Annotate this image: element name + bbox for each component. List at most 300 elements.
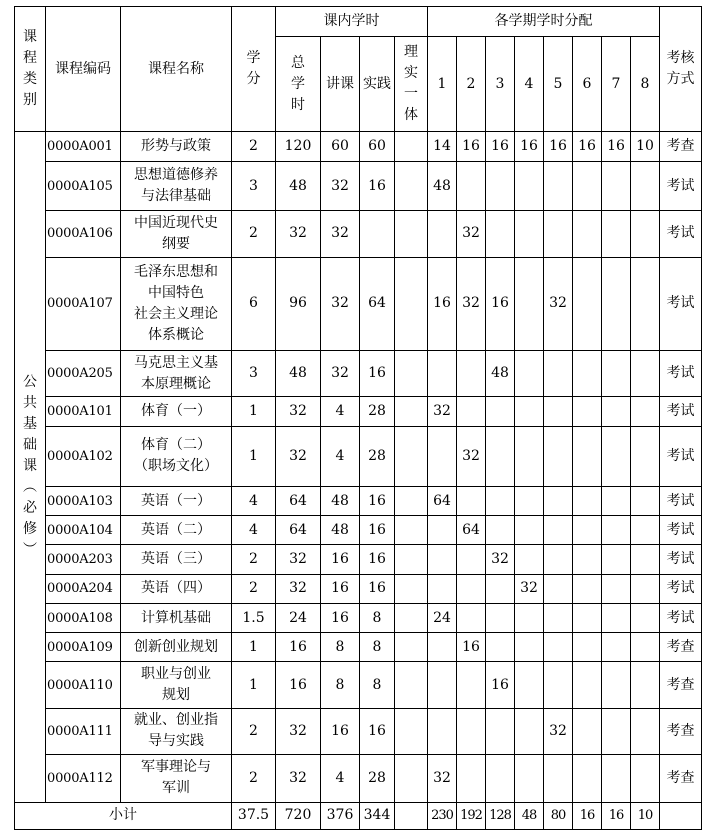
course-credits: 1: [232, 426, 276, 487]
semester-7-hours: [602, 426, 631, 487]
semester-5-hours: [544, 633, 573, 662]
table-row: [15, 708, 702, 754]
semester-3-hours: [486, 487, 515, 516]
course-assessment: 考试: [660, 350, 702, 396]
semester-6-hours: [573, 708, 602, 754]
course-code: 0000A001: [46, 132, 121, 162]
course-total-hours: 64: [276, 516, 321, 545]
semester-2-hours: 32: [457, 210, 486, 257]
course-assessment: 考试: [660, 397, 702, 426]
course-code: 0000A105: [46, 162, 121, 210]
semester-8-hours: [631, 603, 660, 632]
course-assessment: 考查: [660, 633, 702, 662]
course-integrated-hours: [395, 210, 428, 257]
table-row: [15, 545, 702, 574]
course-name: 英语（二）: [121, 516, 232, 545]
course-integrated-hours: [395, 397, 428, 426]
course-name: 形势与政策: [121, 132, 232, 162]
semester-2-hours: [457, 755, 486, 802]
course-practice-hours: 8: [360, 603, 395, 632]
semester-1-hours: 24: [428, 603, 457, 632]
semester-5-hours: [544, 162, 573, 210]
course-assessment: 考试: [660, 545, 702, 574]
subtotal-semester-6: 16: [573, 802, 602, 829]
course-integrated-hours: [395, 708, 428, 754]
course-practice-hours: 16: [360, 487, 395, 516]
course-integrated-hours: [395, 487, 428, 516]
course-practice-hours: 8: [360, 633, 395, 662]
semester-8-hours: [631, 708, 660, 754]
course-lecture-hours: 32: [321, 162, 360, 210]
course-lecture-hours: 16: [321, 603, 360, 632]
course-integrated-hours: [395, 662, 428, 708]
course-lecture-hours: 60: [321, 132, 360, 162]
semester-1-hours: [428, 545, 457, 574]
header-assessment: 考核 方式: [660, 7, 702, 132]
course-total-hours: 32: [276, 708, 321, 754]
course-integrated-hours: [395, 350, 428, 396]
subtotal-assessment: [660, 802, 702, 829]
course-integrated-hours: [395, 574, 428, 603]
course-assessment: 考试: [660, 516, 702, 545]
course-name: 英语（四）: [121, 574, 232, 603]
course-credits: 4: [232, 516, 276, 545]
semester-3-hours: [486, 516, 515, 545]
semester-5-hours: [544, 574, 573, 603]
semester-2-hours: [457, 708, 486, 754]
semester-2-hours: [457, 545, 486, 574]
course-assessment: 考试: [660, 574, 702, 603]
semester-6-hours: [573, 755, 602, 802]
course-practice-hours: 16: [360, 350, 395, 396]
table-row: [15, 574, 702, 603]
semester-4-hours: [515, 397, 544, 426]
curriculum-table: [14, 6, 702, 830]
semester-2-hours: [457, 662, 486, 708]
course-practice-hours: 16: [360, 545, 395, 574]
course-assessment: 考查: [660, 755, 702, 802]
header-semester-6: 6: [573, 37, 602, 132]
semester-2-hours: 16: [457, 633, 486, 662]
course-credits: 1.5: [232, 603, 276, 632]
course-lecture-hours: 32: [321, 210, 360, 257]
semester-4-hours: [515, 708, 544, 754]
course-practice-hours: 64: [360, 258, 395, 351]
course-name: 计算机基础: [121, 603, 232, 632]
semester-8-hours: [631, 210, 660, 257]
semester-3-hours: 16: [486, 132, 515, 162]
semester-5-hours: 32: [544, 708, 573, 754]
header-semester-1: 1: [428, 37, 457, 132]
course-lecture-hours: 32: [321, 258, 360, 351]
semester-1-hours: 14: [428, 132, 457, 162]
semester-3-hours: [486, 708, 515, 754]
course-code: 0000A112: [46, 755, 121, 802]
semester-4-hours: [515, 487, 544, 516]
semester-4-hours: [515, 603, 544, 632]
semester-8-hours: [631, 633, 660, 662]
course-code: 0000A107: [46, 258, 121, 351]
semester-2-hours: [457, 397, 486, 426]
semester-6-hours: [573, 350, 602, 396]
course-lecture-hours: 4: [321, 755, 360, 802]
semester-5-hours: [544, 545, 573, 574]
semester-6-hours: [573, 633, 602, 662]
semester-7-hours: [602, 633, 631, 662]
table-row: [15, 258, 702, 351]
subtotal-practice-hours: 344: [360, 802, 395, 829]
semester-6-hours: [573, 258, 602, 351]
course-assessment: 考试: [660, 258, 702, 351]
course-lecture-hours: 32: [321, 350, 360, 396]
table-row: [15, 210, 702, 257]
semester-7-hours: 16: [602, 132, 631, 162]
course-credits: 1: [232, 633, 276, 662]
course-assessment: 考查: [660, 708, 702, 754]
semester-1-hours: [428, 633, 457, 662]
course-total-hours: 64: [276, 487, 321, 516]
course-code: 0000A204: [46, 574, 121, 603]
semester-8-hours: [631, 258, 660, 351]
semester-4-hours: [515, 633, 544, 662]
semester-7-hours: [602, 487, 631, 516]
course-credits: 3: [232, 350, 276, 396]
semester-4-hours: [515, 162, 544, 210]
course-total-hours: 48: [276, 350, 321, 396]
semester-3-hours: [486, 603, 515, 632]
course-practice-hours: 28: [360, 397, 395, 426]
course-code: 0000A103: [46, 487, 121, 516]
semester-5-hours: [544, 516, 573, 545]
course-lecture-hours: 4: [321, 397, 360, 426]
header-practice: 实践: [360, 37, 395, 132]
course-credits: 2: [232, 755, 276, 802]
semester-5-hours: [544, 662, 573, 708]
semester-2-hours: 64: [457, 516, 486, 545]
subtotal-total-hours: 720: [276, 802, 321, 829]
table-row: [15, 350, 702, 396]
table-row: [15, 633, 702, 662]
subtotal-semester-5: 80: [544, 802, 573, 829]
course-credits: 6: [232, 258, 276, 351]
course-name: 职业与创业 规划: [121, 662, 232, 708]
course-lecture-hours: 16: [321, 574, 360, 603]
semester-7-hours: [602, 545, 631, 574]
course-lecture-hours: 16: [321, 545, 360, 574]
header-semester-7: 7: [602, 37, 631, 132]
course-name: 英语（一）: [121, 487, 232, 516]
course-integrated-hours: [395, 132, 428, 162]
semester-2-hours: [457, 574, 486, 603]
course-total-hours: 24: [276, 603, 321, 632]
semester-3-hours: [486, 574, 515, 603]
header-semester-group: 各学期学时分配: [428, 7, 660, 37]
course-assessment: 考试: [660, 603, 702, 632]
semester-4-hours: [515, 350, 544, 396]
course-name: 马克思主义基 本原理概论: [121, 350, 232, 396]
course-lecture-hours: 8: [321, 633, 360, 662]
table-row: [15, 487, 702, 516]
course-name: 就业、创业指 导与实践: [121, 708, 232, 754]
header-semester-5: 5: [544, 37, 573, 132]
semester-2-hours: [457, 603, 486, 632]
semester-4-hours: [515, 516, 544, 545]
semester-6-hours: [573, 516, 602, 545]
header-total-hours: 总 学 时: [276, 37, 321, 132]
semester-8-hours: [631, 662, 660, 708]
course-practice-hours: 16: [360, 516, 395, 545]
semester-6-hours: [573, 210, 602, 257]
semester-7-hours: [602, 574, 631, 603]
course-practice-hours: 8: [360, 662, 395, 708]
semester-8-hours: [631, 574, 660, 603]
course-name: 中国近现代史 纲要: [121, 210, 232, 257]
semester-6-hours: [573, 426, 602, 487]
semester-8-hours: [631, 397, 660, 426]
course-assessment: 考试: [660, 210, 702, 257]
course-category-label: 公 共 基 础 课 ︵ 必 修 ︶: [15, 132, 46, 803]
semester-4-hours: [515, 545, 544, 574]
semester-1-hours: 16: [428, 258, 457, 351]
course-integrated-hours: [395, 258, 428, 351]
semester-5-hours: [544, 350, 573, 396]
course-total-hours: 120: [276, 132, 321, 162]
course-integrated-hours: [395, 603, 428, 632]
semester-3-hours: [486, 755, 515, 802]
semester-6-hours: 16: [573, 132, 602, 162]
course-credits: 3: [232, 162, 276, 210]
course-credits: 2: [232, 708, 276, 754]
semester-4-hours: 32: [515, 574, 544, 603]
semester-3-hours: [486, 426, 515, 487]
semester-4-hours: [515, 426, 544, 487]
course-name: 毛泽东思想和 中国特色 社会主义理论 体系概论: [121, 258, 232, 351]
semester-1-hours: [428, 426, 457, 487]
course-code: 0000A109: [46, 633, 121, 662]
semester-4-hours: [515, 662, 544, 708]
table-row: [15, 662, 702, 708]
semester-4-hours: [515, 210, 544, 257]
subtotal-semester-1: 230: [428, 802, 457, 829]
table-row: [15, 162, 702, 210]
semester-7-hours: [602, 708, 631, 754]
semester-4-hours: [515, 258, 544, 351]
course-code: 0000A106: [46, 210, 121, 257]
course-code: 0000A205: [46, 350, 121, 396]
course-credits: 4: [232, 487, 276, 516]
course-practice-hours: 28: [360, 755, 395, 802]
course-assessment: 考试: [660, 426, 702, 487]
table-row: [15, 132, 702, 162]
semester-6-hours: [573, 487, 602, 516]
semester-1-hours: 32: [428, 397, 457, 426]
semester-1-hours: 32: [428, 755, 457, 802]
semester-7-hours: [602, 350, 631, 396]
header-lecture: 讲课: [321, 37, 360, 132]
semester-1-hours: 48: [428, 162, 457, 210]
semester-8-hours: [631, 350, 660, 396]
course-total-hours: 16: [276, 633, 321, 662]
semester-1-hours: [428, 662, 457, 708]
course-name: 思想道德修养 与法律基础: [121, 162, 232, 210]
semester-6-hours: [573, 397, 602, 426]
semester-1-hours: [428, 574, 457, 603]
course-code: 0000A104: [46, 516, 121, 545]
course-credits: 2: [232, 545, 276, 574]
header-course-name: 课程名称: [121, 7, 232, 132]
semester-8-hours: [631, 162, 660, 210]
semester-8-hours: 10: [631, 132, 660, 162]
subtotal-row: [15, 802, 702, 829]
semester-3-hours: 48: [486, 350, 515, 396]
semester-4-hours: 16: [515, 132, 544, 162]
header-semester-8: 8: [631, 37, 660, 132]
semester-2-hours: 16: [457, 132, 486, 162]
course-total-hours: 32: [276, 210, 321, 257]
semester-5-hours: [544, 755, 573, 802]
header-row-1: [15, 7, 702, 37]
header-class-hours-group: 课内学时: [276, 7, 428, 37]
semester-8-hours: [631, 755, 660, 802]
course-name: 创新创业规划: [121, 633, 232, 662]
semester-2-hours: 32: [457, 426, 486, 487]
semester-5-hours: [544, 603, 573, 632]
semester-3-hours: [486, 210, 515, 257]
course-practice-hours: 60: [360, 132, 395, 162]
subtotal-credits: 37.5: [232, 802, 276, 829]
course-total-hours: 32: [276, 755, 321, 802]
course-total-hours: 32: [276, 574, 321, 603]
semester-3-hours: [486, 162, 515, 210]
header-semester-4: 4: [515, 37, 544, 132]
semester-8-hours: [631, 487, 660, 516]
course-code: 0000A203: [46, 545, 121, 574]
course-lecture-hours: 4: [321, 426, 360, 487]
course-code: 0000A111: [46, 708, 121, 754]
course-code: 0000A108: [46, 603, 121, 632]
course-integrated-hours: [395, 633, 428, 662]
course-code: 0000A101: [46, 397, 121, 426]
semester-6-hours: [573, 162, 602, 210]
subtotal-lecture-hours: 376: [321, 802, 360, 829]
course-total-hours: 32: [276, 397, 321, 426]
semester-6-hours: [573, 545, 602, 574]
semester-4-hours: [515, 755, 544, 802]
table-row: [15, 426, 702, 487]
semester-5-hours: [544, 487, 573, 516]
semester-7-hours: [602, 162, 631, 210]
course-integrated-hours: [395, 755, 428, 802]
subtotal-semester-2: 192: [457, 802, 486, 829]
semester-2-hours: [457, 162, 486, 210]
semester-3-hours: 32: [486, 545, 515, 574]
subtotal-semester-4: 48: [515, 802, 544, 829]
semester-7-hours: [602, 210, 631, 257]
semester-7-hours: [602, 516, 631, 545]
course-lecture-hours: 48: [321, 487, 360, 516]
course-credits: 2: [232, 574, 276, 603]
semester-2-hours: [457, 487, 486, 516]
course-practice-hours: 16: [360, 162, 395, 210]
semester-8-hours: [631, 516, 660, 545]
semester-3-hours: 16: [486, 258, 515, 351]
course-name: 体育（二） （职场文化）: [121, 426, 232, 487]
subtotal-label: 小计: [15, 802, 232, 829]
course-assessment: 考查: [660, 132, 702, 162]
semester-7-hours: [602, 258, 631, 351]
course-credits: 2: [232, 210, 276, 257]
header-semester-3: 3: [486, 37, 515, 132]
header-course-code: 课程编码: [46, 7, 121, 132]
header-course-category: 课 程 类 别: [15, 7, 46, 132]
subtotal-semester-3: 128: [486, 802, 515, 829]
course-lecture-hours: 16: [321, 708, 360, 754]
semester-3-hours: [486, 397, 515, 426]
semester-8-hours: [631, 426, 660, 487]
course-practice-hours: 28: [360, 426, 395, 487]
course-integrated-hours: [395, 516, 428, 545]
course-total-hours: 32: [276, 545, 321, 574]
course-total-hours: 32: [276, 426, 321, 487]
semester-6-hours: [573, 603, 602, 632]
course-name: 英语（三）: [121, 545, 232, 574]
semester-7-hours: [602, 603, 631, 632]
course-assessment: 考查: [660, 662, 702, 708]
semester-6-hours: [573, 574, 602, 603]
semester-6-hours: [573, 662, 602, 708]
semester-8-hours: [631, 545, 660, 574]
course-integrated-hours: [395, 426, 428, 487]
course-integrated-hours: [395, 162, 428, 210]
semester-2-hours: 32: [457, 258, 486, 351]
semester-5-hours: 16: [544, 132, 573, 162]
table-row: [15, 755, 702, 802]
semester-7-hours: [602, 397, 631, 426]
course-total-hours: 16: [276, 662, 321, 708]
semester-5-hours: [544, 426, 573, 487]
semester-3-hours: 16: [486, 662, 515, 708]
semester-1-hours: [428, 210, 457, 257]
course-assessment: 考试: [660, 162, 702, 210]
course-lecture-hours: 48: [321, 516, 360, 545]
course-practice-hours: 16: [360, 574, 395, 603]
header-credits: 学 分: [232, 7, 276, 132]
table-row: [15, 516, 702, 545]
course-code: 0000A102: [46, 426, 121, 487]
header-integrated: 理 实 一 体: [395, 37, 428, 132]
course-credits: 1: [232, 397, 276, 426]
semester-5-hours: [544, 210, 573, 257]
semester-1-hours: [428, 350, 457, 396]
subtotal-integrated-hours: [395, 802, 428, 829]
semester-5-hours: 32: [544, 258, 573, 351]
semester-7-hours: [602, 662, 631, 708]
semester-1-hours: [428, 708, 457, 754]
semester-1-hours: 64: [428, 487, 457, 516]
course-integrated-hours: [395, 545, 428, 574]
course-credits: 1: [232, 662, 276, 708]
course-practice-hours: 16: [360, 708, 395, 754]
course-total-hours: 96: [276, 258, 321, 351]
semester-1-hours: [428, 516, 457, 545]
semester-2-hours: [457, 350, 486, 396]
course-total-hours: 48: [276, 162, 321, 210]
table-row: [15, 397, 702, 426]
course-lecture-hours: 8: [321, 662, 360, 708]
table-row: [15, 603, 702, 632]
course-name: 体育（一）: [121, 397, 232, 426]
course-assessment: 考试: [660, 487, 702, 516]
